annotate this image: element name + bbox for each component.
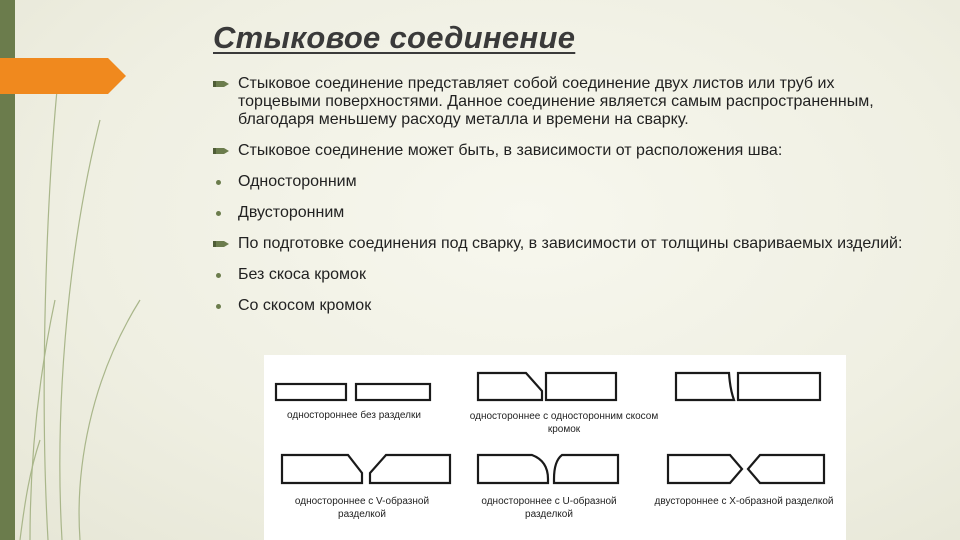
dot-bullet-icon <box>213 268 231 282</box>
joint-j-groove <box>676 373 820 400</box>
joint-no-bevel <box>276 384 430 400</box>
dot-bullet-icon <box>213 175 231 189</box>
weld-joint-figure <box>264 355 846 540</box>
dot-bullet-icon <box>213 299 231 313</box>
list-item-text: Двусторонним <box>238 204 345 221</box>
joint-x-groove <box>668 455 824 483</box>
slide-title: Стыковое соединение <box>213 20 576 55</box>
list-item-text: Стыковое соединение может быть, в зависимости от расположения шва: <box>238 142 783 159</box>
caption-single-bevel: одностороннее с односторонним скосом кромок <box>469 411 659 435</box>
list-item-text: Стыковое соединение представляет собой соединение двух листов или труб их торцевыми поверхностями. Данное соединение является самым распространенным, благодаря меньшему расходу металла и времени на сварку. <box>238 75 874 128</box>
list-item-text: Со скосом кромок <box>238 297 372 314</box>
accent-tab <box>0 58 126 94</box>
dot-bullet-icon <box>213 206 231 220</box>
caption-v-groove: одностороннее с V-образной разделкой <box>294 496 430 520</box>
list-item <box>213 235 913 253</box>
caption-no-bevel: одностороннее без разделки <box>287 410 421 421</box>
list-item <box>213 75 913 129</box>
caption-u-groove: одностороннее с U-образной разделкой <box>481 496 617 520</box>
list-item-text: Без скоса кромок <box>238 266 366 283</box>
list-item <box>213 173 913 191</box>
list-item-text: По подготовке соединения под сварку, в зависимости от толщины свариваемых изделий: <box>238 235 903 252</box>
list-item <box>213 204 913 222</box>
bullet-list <box>213 75 913 328</box>
caption-x-groove: двустороннее с X-образной разделкой <box>654 496 834 507</box>
joint-single-bevel <box>478 373 616 400</box>
list-item <box>213 142 913 160</box>
list-item <box>213 266 913 284</box>
pencil-bullet-icon <box>213 77 231 91</box>
list-item-text: Односторонним <box>238 173 357 190</box>
list-item <box>213 297 913 315</box>
joint-v-groove <box>282 455 450 483</box>
joint-u-groove <box>478 455 618 483</box>
pencil-bullet-icon <box>213 144 231 158</box>
pencil-bullet-icon <box>213 237 231 251</box>
